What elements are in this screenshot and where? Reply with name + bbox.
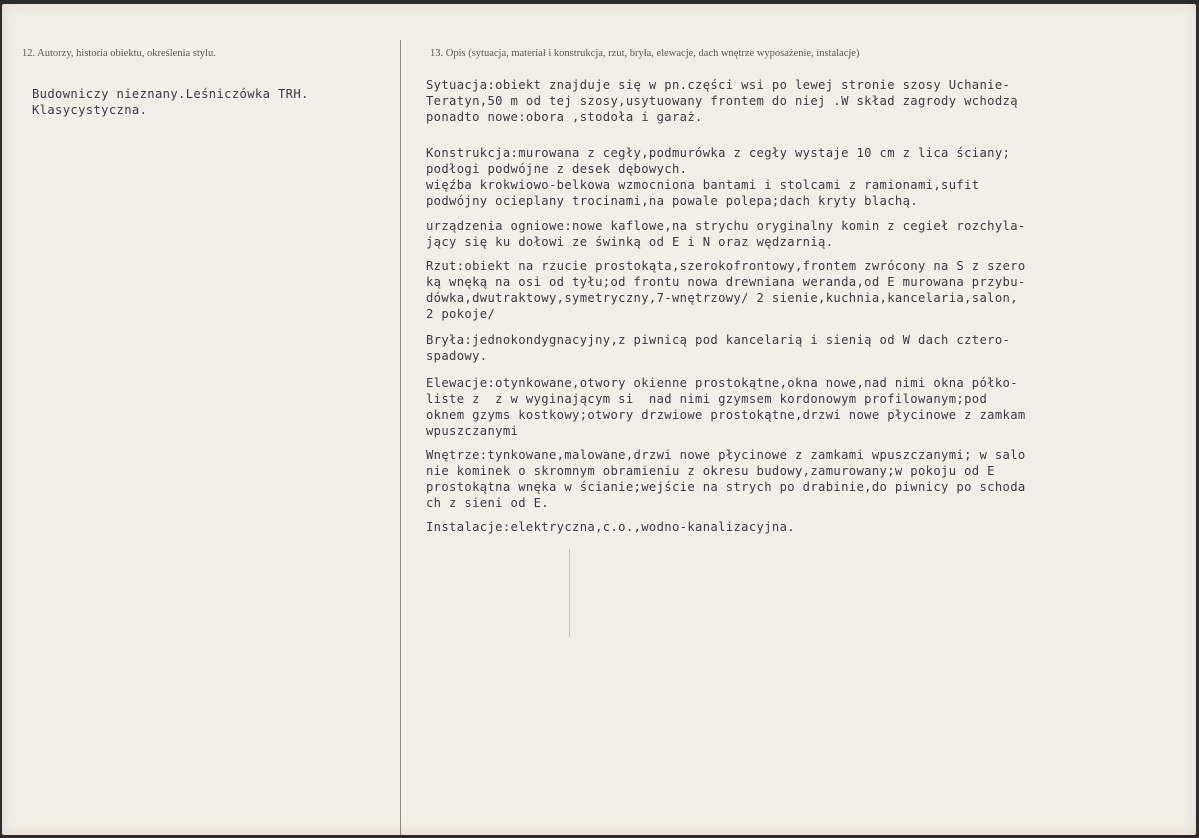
section-12-header: 12. Autorzy, historia obiektu, określenia stylu. — [22, 48, 216, 59]
column-divider — [400, 40, 401, 835]
description-massing: Bryła:jednokondygnacyjny,z piwnicą pod kancelarią i sienią od W dach cztero- spadowy. — [426, 333, 1011, 363]
description-heating: urządzenia ogniowe:nowe kaflowe,na strychu oryginalny komin z cegieł rozchyla- jący się ku dołowi ze świnką od E i N oraz wędzarnią. — [426, 219, 1026, 249]
authors-history-style-text: Budowniczy nieznany.Leśniczówka TRH. Klasycystyczna. — [32, 87, 309, 117]
description-interior: Wnętrze:tynkowane,malowane,drzwi nowe płycinowe z zamkami wpuszczanymi; w salo nie kominek o skromnym obramieniu z okresu budowy,zamurowany;w pokoju od E prostokątna wnęka w ścianie;wejście na strych po drabinie,do piwnicy po schoda ch z sieni od E. — [426, 448, 1026, 510]
section-13-header: 13. Opis (sytuacja, materiał i konstrukcja, rzut, bryła, elewacje, dach wnętrze wyposażenie, instalacje) — [430, 48, 860, 59]
description-elevations: Elewacje:otynkowane,otwory okienne prostokątne,okna nowe,nad nimi okna półko- liste z z w wyginającym si nad nimi gzymsem kordonowym profilowanym;pod oknem gzyms kostkowy;otwory drzwiowe prostokątne,drzwi nowe płycinowe z zamkam wpuszczanymi — [426, 376, 1026, 438]
faint-guide-line — [569, 549, 570, 637]
description-situation: Sytuacja:obiekt znajduje się w pn.części wsi po lewej stronie szosy Uchanie- Teratyn,50 m od tej szosy,usytuowany frontem do niej .W skład zagrody wchodzą ponadto nowe:obora ,stodoła i garaż. — [426, 78, 1018, 124]
description-installations: Instalacje:elektryczna,c.o.,wodno-kanalizacyjna. — [426, 520, 795, 534]
description-construction: Konstrukcja:murowana z cegły,podmurówka z cegły wystaje 10 cm z lica ściany; podłogi podwójne z desek dębowych. więźba krokwiowo-belkowa wzmocniona bantami i stolcami z ramionami,sufit podwójny ocieplany trocinami,na powale polepa;dach kryty blachą. — [426, 146, 1011, 208]
record-card — [2, 4, 1196, 835]
description-plan: Rzut:obiekt na rzucie prostokąta,szerokofrontowy,frontem zwrócony na S z szero ką wnęką na osi od tyłu;od frontu nowa drewniana weranda,od E murowana przybu- dówka,dwutraktowy,symetryczny,7-wnętrzowy/ 2 sienie,kuchnia,kancelaria,salon, 2 pokoje/ — [426, 259, 1026, 321]
